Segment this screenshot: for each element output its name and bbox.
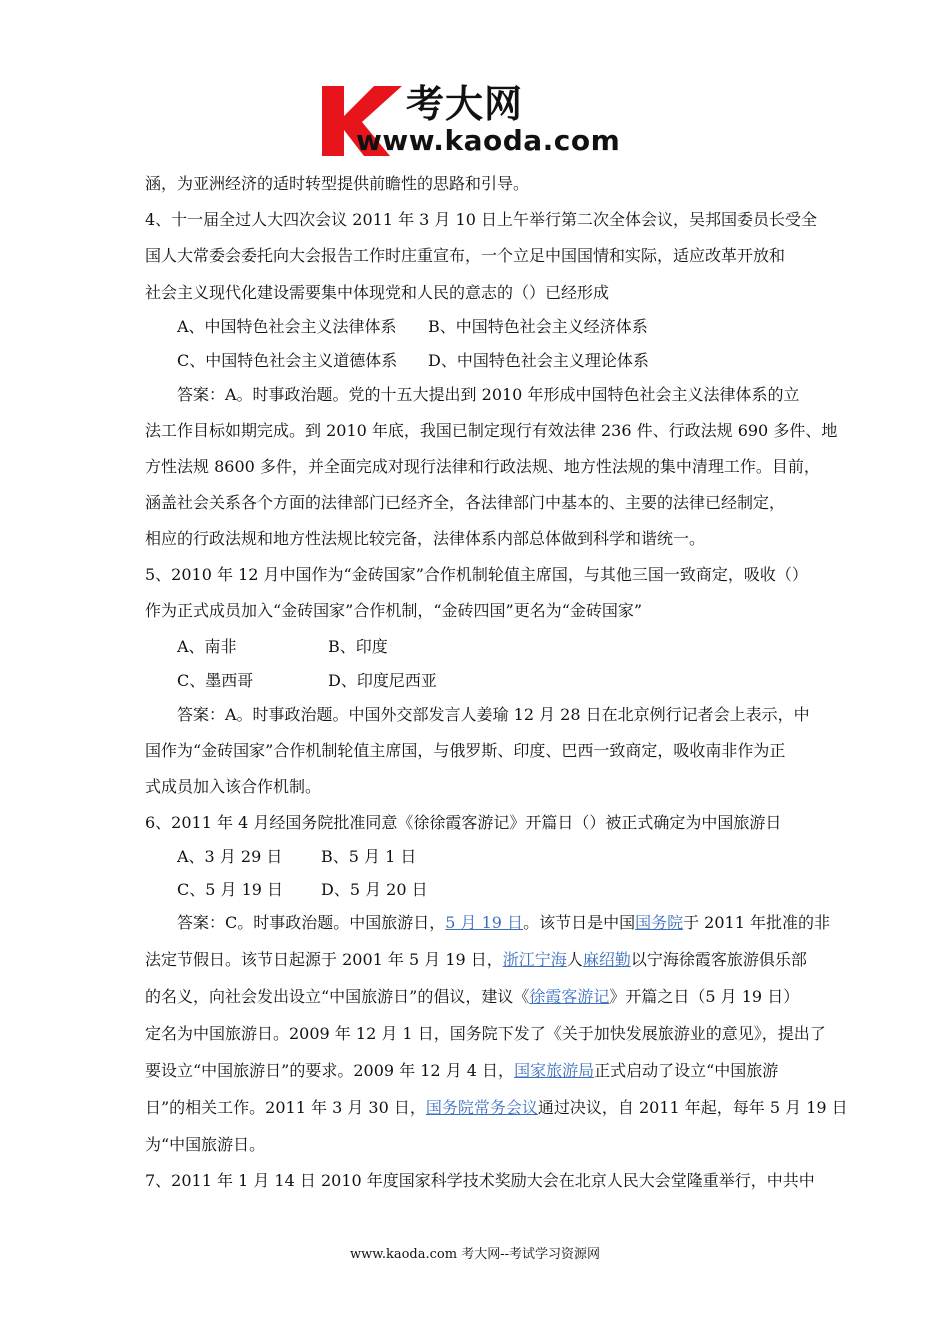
q6-answer-line-3: 的名义，向社会发出设立“中国旅游日”的倡议，建议《徐霞客游记》开篇之日（5 月 19 日） [145, 987, 800, 1006]
q5-line-1: 5、2010 年 12 月中国作为“金砖国家”合作机制轮值主席国，与其他三国一致商定，吸收（） [145, 565, 808, 584]
link-zhejiang-ninghai[interactable]: 浙江宁海 [502, 950, 567, 969]
q6-answer-line-7: 为“中国旅游日。 [145, 1135, 266, 1154]
q7-line-1: 7、2011 年 1 月 14 日 2010 年度国家科学技术奖励大会在北京人民大会堂隆重举行，中共中 [145, 1171, 815, 1190]
logo-chinese-name: 考大网 [406, 82, 524, 126]
link-ma-shaoqin[interactable]: 麻绍勤 [582, 950, 631, 969]
q4-line-3: 社会主义现代化建设需要集中体现党和人民的意志的（）已经形成 [145, 283, 610, 302]
q6-option-b: B、5 月 1 日 [321, 847, 417, 866]
q6-option-d: D、5 月 20 日 [321, 880, 428, 899]
q5-option-c: C、墨西哥 [177, 671, 254, 690]
q5-option-d: D、印度尼西亚 [328, 671, 437, 690]
link-state-council-executive-meeting[interactable]: 国务院常务会议 [425, 1098, 538, 1117]
q4-answer-2: 法工作目标如期完成。到 2010 年底，我国已制定现行有效法律 236 件、行政法规 690 多件、地 [145, 421, 838, 440]
q5-option-b: B、印度 [328, 637, 388, 656]
q4-answer-5: 相应的行政法规和地方性法规比较完备，法律体系内部总体做到科学和谐统一。 [145, 529, 706, 548]
link-state-council[interactable]: 国务院 [635, 913, 684, 932]
q5-answer-1: 答案：A。时事政治题。中国外交部发言人姜瑜 12 月 28 日在北京例行记者会上表示，中 [177, 705, 810, 724]
q4-answer-1: 答案：A。时事政治题。党的十五大提出到 2010 年形成中国特色社会主义法律体系的立 [177, 385, 800, 404]
q5-line-2: 作为正式成员加入“金砖国家”合作机制，“金砖四国”更名为“金砖国家” [145, 601, 643, 620]
kaoda-logo [318, 82, 648, 160]
q6-answer-line-5: 要设立“中国旅游日”的要求。2009 年 12 月 4 日，国家旅游局正式启动了设立“中国旅游 [145, 1061, 779, 1080]
link-xu-xiake-youji[interactable]: 徐霞客游记 [529, 987, 610, 1006]
q4-answer-4: 涵盖社会关系各个方面的法律部门已经齐全，各法律部门中基本的、主要的法律已经制定， [145, 493, 786, 512]
q4-option-d: D、中国特色社会主义理论体系 [428, 351, 649, 370]
q6-option-c: C、5 月 19 日 [177, 880, 284, 899]
q4-line-1: 4、十一届全过人大四次会议 2011 年 3 月 10 日上午举行第二次全体会议，吴邦国委员长受全 [145, 210, 817, 229]
link-national-tourism-admin[interactable]: 国家旅游局 [514, 1061, 595, 1080]
page-footer: www.kaoda.com 考大网--考试学习资源网 [350, 1247, 600, 1262]
q6-answer-line-1: 答案：C。时事政治题。中国旅游日，5 月 19 日。该节日是中国国务院于 2011 年批准的非 [177, 913, 830, 932]
q6-answer-line-6: 日”的相关工作。2011 年 3 月 30 日，国务院常务会议通过决议，自 2011 年起，每年 5 月 19 日 [145, 1098, 848, 1117]
q5-option-a: A、南非 [177, 637, 237, 656]
logo-url: www.kaoda.com [356, 124, 621, 157]
q6-option-a: A、3 月 29 日 [177, 847, 283, 866]
q4-option-a: A、中国特色社会主义法律体系 [177, 317, 397, 336]
q4-answer-3: 方性法规 8600 多件，并全面完成对现行法律和行政法规、地方性法规的集中清理工作。目前， [145, 457, 820, 476]
q6-line-1: 6、2011 年 4 月经国务院批准同意《徐徐霞客游记》开篇日（）被正式确定为中国旅游日 [145, 813, 782, 832]
q6-answer-line-4: 定名为中国旅游日。2009 年 12 月 1 日，国务院下发了《关于加快发展旅游业的意见》，提出了 [145, 1024, 826, 1043]
q4-option-c: C、中国特色社会主义道德体系 [177, 351, 398, 370]
q4-option-b: B、中国特色社会主义经济体系 [428, 317, 648, 336]
q6-answer-line-2: 法定节假日。该节日起源于 2001 年 5 月 19 日，浙江宁海人麻绍勤以宁海徐霞客旅游俱乐部 [145, 950, 807, 969]
q5-answer-2: 国作为“金砖国家”合作机制轮值主席国，与俄罗斯、印度、巴西一致商定，吸收南非作为正 [145, 741, 786, 760]
link-may-19[interactable]: 5 月 19 日 [445, 913, 524, 932]
q4-line-2: 国人大常委会委托向大会报告工作时庄重宣布，一个立足中国国情和实际，适应改革开放和 [145, 246, 786, 265]
q3-tail: 涵，为亚洲经济的适时转型提供前瞻性的思路和引导。 [145, 174, 530, 193]
q5-answer-3: 式成员加入该合作机制。 [145, 777, 322, 796]
